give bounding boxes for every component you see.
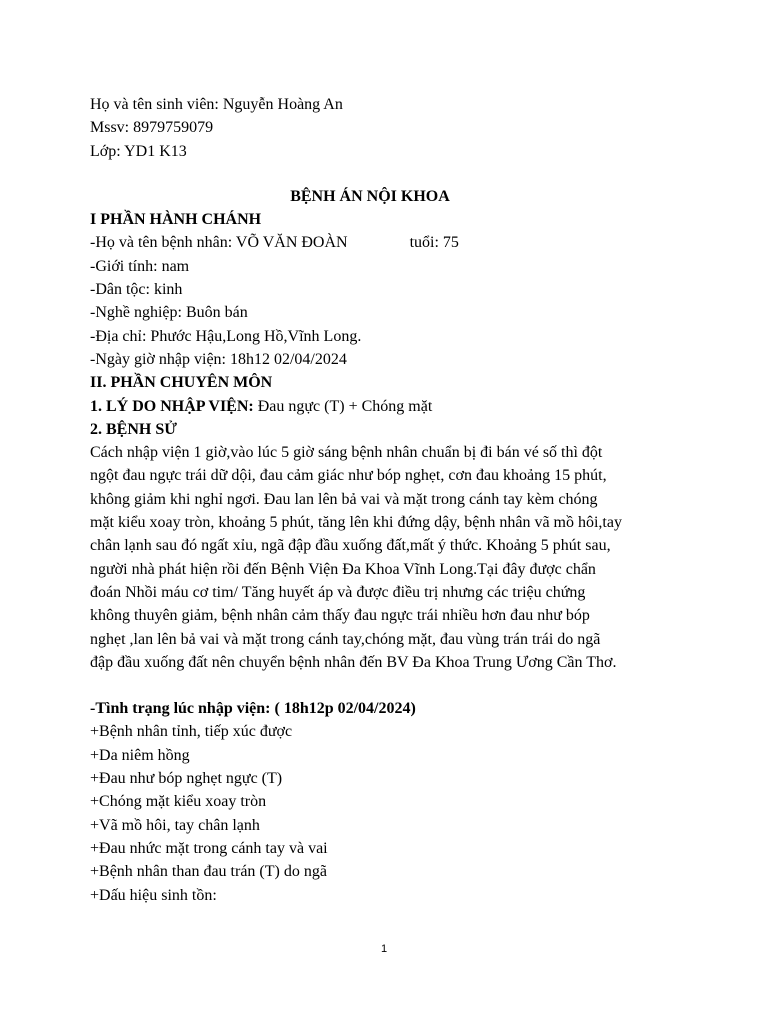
patient-address: -Địa chỉ: Phước Hậu,Long Hồ,Vĩnh Long.	[90, 327, 362, 345]
student-id: Mssv: 8979759079	[90, 119, 214, 137]
history-heading: 2. BỆNH SỬ	[90, 420, 177, 438]
reason-text: Đau ngực (T) + Chóng mặt	[253, 397, 433, 415]
status-item: +Đau nhức mặt trong cánh tay và vai	[90, 839, 328, 857]
status-item: +Bệnh nhân than đau trán (T) do ngã	[90, 863, 327, 881]
document-title: BỆNH ÁN NỘI KHOA	[290, 187, 450, 205]
history-line: không giảm khi nghỉ ngơi. Đau lan lên bả vai và mặt trong cánh tay kèm chóng	[90, 490, 598, 508]
history-line: đoán Nhồi máu cơ tim/ Tăng huyết áp và được điều trị nhưng các triệu chứng	[90, 583, 586, 601]
patient-name-row	[90, 231, 690, 254]
patient-age: tuổi: 75	[409, 234, 459, 252]
history-line: đập đầu xuống đất nên chuyển bệnh nhân đến BV Đa Khoa Trung Ương Cần Thơ.	[90, 653, 617, 671]
admission-status-heading: -Tình trạng lúc nhập viện: ( 18h12p 02/04/2024)	[90, 700, 416, 718]
status-item: +Đau như bóp nghẹt ngực (T)	[90, 770, 283, 788]
patient-ethnicity: -Dân tộc: kinh	[90, 281, 183, 299]
patient-occupation: -Nghề nghiệp: Buôn bán	[90, 304, 248, 322]
patient-gender: -Giới tính: nam	[90, 257, 190, 275]
history-line: Cách nhập viện 1 giờ,vào lúc 5 giờ sáng bệnh nhân chuẩn bị đi bán vé số thì đột	[90, 444, 603, 462]
section1-heading: I PHẦN HÀNH CHÁNH	[90, 211, 262, 229]
status-item: +Da niêm hồng	[90, 746, 190, 764]
history-line: không thuyên giảm, bệnh nhân cảm thấy đau ngực trái nhiều hơn đau như bóp	[90, 607, 590, 625]
patient-name: -Họ và tên bệnh nhân: VÕ VĂN ĐOÀN	[90, 234, 348, 252]
reason-row	[90, 395, 690, 418]
document-page	[90, 93, 690, 907]
status-item: +Chóng mặt kiểu xoay tròn	[90, 793, 267, 811]
history-line: người nhà phát hiện rồi đến Bệnh Viện Đa Khoa Vĩnh Long.Tại đây được chẩn	[90, 560, 596, 578]
status-item: +Bệnh nhân tỉnh, tiếp xúc được	[90, 723, 293, 741]
history-line: chân lạnh sau đó ngất xỉu, ngã đập đầu xuống đất,mất ý thức. Khoảng 5 phút sau,	[90, 537, 611, 555]
admission-time: -Ngày giờ nhập viện: 18h12 02/04/2024	[90, 350, 347, 368]
history-line: mặt kiểu xoay tròn, khoảng 5 phút, tăng lên khi đứng dậy, bệnh nhân vã mồ hôi,tay	[90, 514, 622, 532]
reason-label: 1. LÝ DO NHẬP VIỆN:	[90, 397, 254, 415]
status-item: +Vã mồ hôi, tay chân lạnh	[90, 816, 260, 834]
paragraph-spacer	[90, 674, 690, 697]
status-item: +Dấu hiệu sinh tồn:	[90, 886, 217, 904]
history-line: nghẹt ,lan lên bả vai và mặt trong cánh tay,chóng mặt, đau vùng trán trái do ngã	[90, 630, 601, 648]
student-class: Lớp: YD1 K13	[90, 142, 187, 160]
history-paragraph	[90, 441, 690, 674]
section2-heading: II. PHẦN CHUYÊN MÔN	[90, 374, 273, 392]
student-name: Họ và tên sinh viên: Nguyễn Hoàng An	[90, 96, 343, 113]
history-line: ngột đau ngực trái dữ dội, đau cảm giác như bóp nghẹt, cơn đau khoảng 15 phút,	[90, 467, 607, 485]
page-number: 1	[380, 943, 388, 955]
